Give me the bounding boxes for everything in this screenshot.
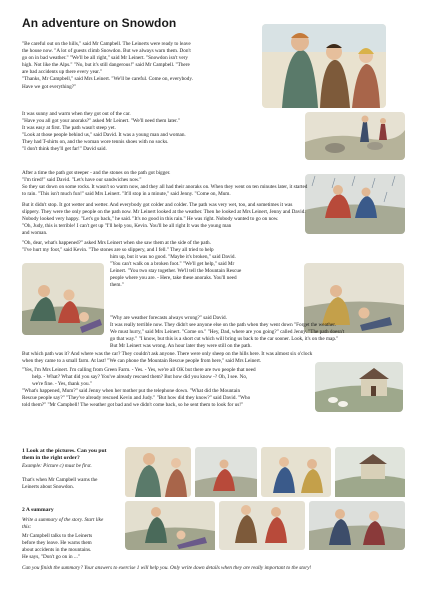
- text-line: Write a summary of the story. Start like: [22, 517, 104, 523]
- text-line: "You can't walk on a broken foot." "We'll get help," said Mr: [110, 261, 235, 268]
- text-line: Mr Campbell talks to the Leinerts: [22, 533, 93, 539]
- text-line: Have we got everything?": [22, 83, 77, 90]
- text-line: Nobody looked very happy. "Let's go back," he said. "It's no good in this rain." He was right. Nobody wanted to go on now.: [22, 216, 279, 223]
- text-line: "Yes, I'm Mrs Leinert. I'm calling from Green Farm. - Yes. - Yes, we're all OK but there are two people that need: [22, 367, 256, 373]
- text-line: "I've hurt my foot," said Kevin. "The stones are so slippery, and I fell." They all tried to help: [22, 247, 214, 254]
- paragraph-5-cont: [110, 254, 302, 289]
- text-line: to rain. "This isn't much fun!" said Mrs Leinert. "It'll stop in a minute," said Jenny. "Come on, Mum.: [22, 191, 231, 198]
- text-line: He says, "Don't go on in ...": [22, 554, 80, 561]
- text-line: before they leave. He warns them: [22, 540, 92, 547]
- text-line: when they came to a small farm. At last! "We can phone the Mountain Rescue people from here," said Mrs Leinert.: [22, 358, 262, 365]
- exercise-1-text: [22, 477, 97, 491]
- text-line: It was sunny and warm when they got out of the car.: [22, 111, 131, 117]
- text-line: It was really terrible now. They didn't see anyone else on the path when they went down "Forget the weather.: [110, 322, 336, 329]
- text-line: Example: Picture c) must be first.: [22, 463, 92, 469]
- paragraph-5: [22, 240, 304, 254]
- paragraph-7: [22, 367, 314, 410]
- exercise-1-title: [22, 448, 106, 462]
- exercise-2-text: [22, 533, 92, 561]
- text-line: "I'm tired!" said David. "Let's have our sandwiches now.": [22, 177, 142, 184]
- text-line: But Mr Leinert was wrong. An hour later they were still on the path.: [110, 343, 252, 350]
- text-line: "Oh, dear, what's happened?" asked Mrs Leinert when she saw them at the side of the path.: [22, 240, 211, 246]
- text-line: people where you are. - Here, take these anoraks. You'll need: [110, 275, 237, 282]
- footer-instruction: [22, 565, 311, 572]
- text-line: "What's happened, Mum?" said Jenny when her mother put the telephone down. "What did the Mountain: [22, 388, 241, 395]
- text-line: We must hurry," said Mrs Leinert. "Come on." "Hey, Dad, where are you going?" called Jenny. "The path doesn't: [110, 329, 345, 336]
- text-line: go on in bad weather." "We'll be all right," said Mr Leinert. "Snowdon isn't very: [22, 55, 188, 62]
- text-line: "Oh, Judy, this is terrible! I can't get up "I'll help you, Kevin. You'll be all right It was the young man: [22, 223, 232, 230]
- text-line: "I don't think they'll get far!" David said.: [22, 146, 107, 153]
- text-line: them in the right order?: [22, 455, 80, 461]
- illustration-kevin-injured: [22, 263, 104, 335]
- text-line: go that way." "I know, but this is a short cut which will bring us back to the car sooner. Look, it's on the map.": [110, 336, 339, 343]
- text-line: this:: [22, 524, 32, 531]
- text-line: 2 A summary: [22, 507, 54, 513]
- illustration-campbell-warning: [262, 24, 386, 108]
- paragraph-3: [22, 170, 404, 198]
- text-line: "Thanks, Mr Campbell," said Mrs Leinert. "We'll be careful. Come on, everybody.: [22, 76, 193, 83]
- paragraph-6-cont: [22, 351, 404, 365]
- text-line: them.": [110, 282, 124, 289]
- text-line: But which path was it? And where was the car? They couldn't ask anyone. There were only sheep on the hills here. It was almost six o'clock: [22, 351, 313, 357]
- text-line: But it didn't stop. It got wetter and wetter. And everybody got colder and colder. The path was very wet, too, and sometimes it was: [22, 202, 293, 208]
- page-title: An adventure on Snowdon: [22, 16, 177, 30]
- illustration-picture-collage: [125, 447, 405, 550]
- illustration-path-rocks: [305, 112, 405, 160]
- paragraph-1: [22, 41, 260, 91]
- text-line: "Look at those people behind us," said David. It was a young man and woman.: [22, 132, 186, 139]
- text-line: 1 Look at the pictures. Can you put: [22, 448, 107, 454]
- text-line: told them?" "Mr Campbell! The weather got bad and we didn't come back, so he sent them to look for us!": [22, 402, 244, 409]
- text-line: and woman.: [22, 230, 48, 237]
- text-line: help. - What? What did you say? You've already rescued them? But how did you know -? Oh, I see. No,: [32, 374, 248, 381]
- paragraph-6: [110, 315, 405, 350]
- text-line: are bad accidents up there every year.": [22, 69, 103, 76]
- text-line: It was easy at first. The path wasn't steep yet.: [22, 125, 116, 132]
- paragraph-2: [22, 111, 302, 154]
- text-line: Rescue people say?" "They've already rescued Kevin and Judy." "But how did they know?" said David. "Who: [22, 395, 251, 402]
- text-line: They had T-shirts on, and the woman wore tennis shoes with no socks.: [22, 139, 169, 146]
- text-line: So they sat down on some rocks. It wasn't so warm now, and they all had their anoraks on. When they went on ten minutes later, it started: [22, 184, 308, 191]
- text-line: "Have you all got your anoraks?" asked Mr Leinert. "We'll need them later.": [22, 118, 180, 125]
- illustration-farm: [315, 362, 403, 412]
- text-line: we're fine. - Yes, thank you.": [32, 381, 92, 388]
- text-line: After a time the path got steeper - and the stones on the path got bigger.: [22, 170, 171, 176]
- text-line: Leinerts about Snowdon.: [22, 484, 75, 491]
- text-line: high. Not like the Alps." "No, but it's still dangerous!" said Mr Campbell. "There: [22, 62, 190, 69]
- exercise-2-title: [22, 507, 54, 514]
- paragraph-4: [22, 202, 404, 237]
- text-line: him up, but it was no good. "Maybe it's broken," said David.: [110, 254, 236, 260]
- text-line: Can you finish the summary? Your answers to exercise 1 will help you. Only write down details when they are really important to the story!: [22, 565, 312, 571]
- text-line: the house now. "A lot of guests climb Snowdon. But we always warn them. Don't: [22, 48, 191, 55]
- text-line: "Why are weather forecasts always wrong?" said David.: [110, 315, 227, 321]
- text-line: slippery. They were the only people on the path now. Mr Leinert looked at the weather. Then he looked at Mrs Leinert, Jenny and David.: [22, 209, 306, 216]
- text-line: "Be careful out on the hills," said Mr Campbell. The Leinerts were ready to leave: [22, 41, 191, 47]
- text-line: Leinert. "You two stay together. We'll tell the Mountain Rescue: [110, 268, 242, 275]
- text-line: about accidents in the mountains.: [22, 547, 92, 554]
- exercise-1-example: [22, 463, 92, 470]
- text-line: That's when Mr Campbell warns the: [22, 477, 98, 483]
- exercise-2-instructions: [22, 517, 103, 531]
